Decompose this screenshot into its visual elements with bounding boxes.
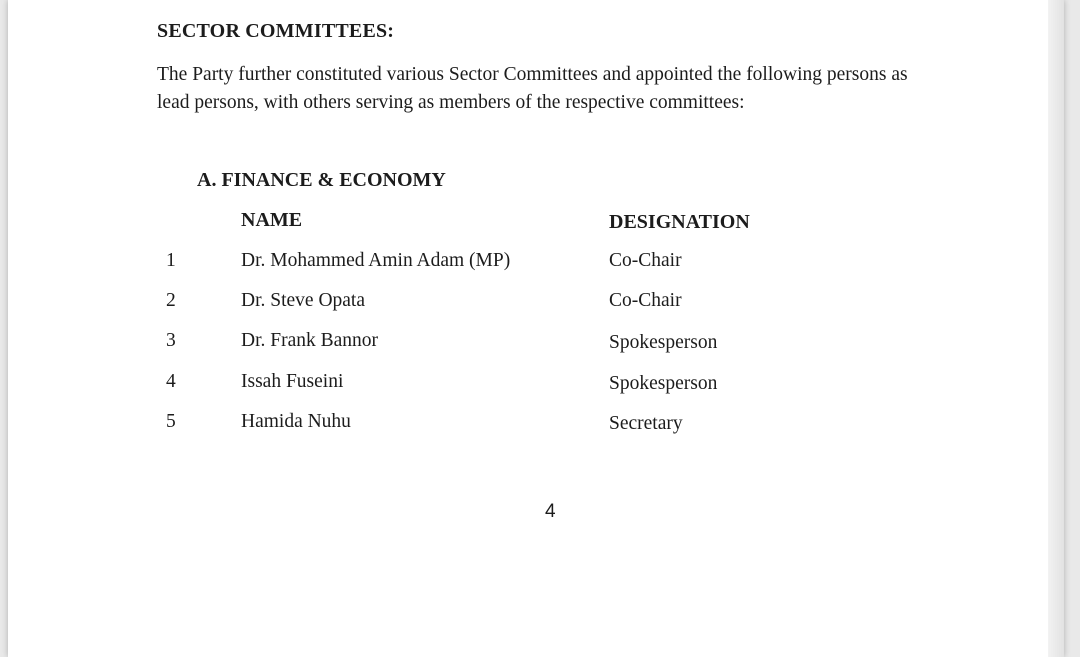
intro-line: lead persons, with others serving as members of the respective committees: [157,92,745,113]
table-row [8,330,1064,358]
section-heading: SECTOR COMMITTEES: [157,20,395,42]
intro-line: The Party further constituted various Sector Committees and appointed the following persons as [157,64,908,85]
member-designation: Spokesperson [609,373,718,394]
member-designation: Co-Chair [609,250,682,271]
page-number: 4 [545,501,556,522]
table-row [8,250,1064,278]
row-number: 4 [166,371,176,392]
member-name: Dr. Steve Opata [241,290,366,311]
member-name: Issah Fuseini [241,371,344,392]
member-name: Dr. Mohammed Amin Adam (MP) [241,250,511,271]
member-designation: Secretary [609,413,683,434]
document-page [8,0,1064,657]
committee-title: A. FINANCE & ECONOMY [197,169,446,191]
member-name: Hamida Nuhu [241,411,351,432]
member-designation: Co-Chair [609,290,682,311]
table-row [8,290,1064,318]
page-edge-shadow [1048,0,1064,657]
table-row [8,411,1064,439]
column-header-designation: DESIGNATION [609,211,750,233]
member-name: Dr. Frank Bannor [241,330,379,351]
row-number: 5 [166,411,176,432]
row-number: 2 [166,290,176,311]
member-designation: Spokesperson [609,332,718,353]
table-row [8,371,1064,399]
intro-paragraph [157,61,977,117]
row-number: 1 [166,250,176,271]
row-number: 3 [166,330,176,351]
column-header-name: NAME [241,209,303,231]
